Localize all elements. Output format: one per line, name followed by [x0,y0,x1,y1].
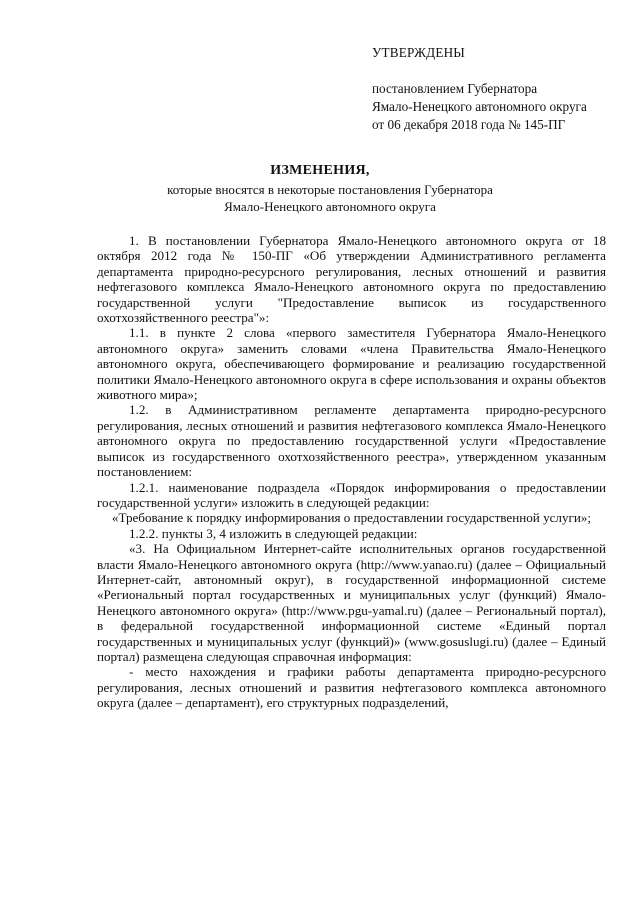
approval-stamp: УТВЕРЖДЕНЫ [372,45,466,60]
approval-line: постановлением Губернатора [372,81,538,96]
approval-line: Ямало-Ненецкого автономного округа [372,99,587,114]
document-body [97,233,606,711]
document-title: ИЗМЕНЕНИЯ, [270,163,370,178]
paragraph: - место нахождения и графики работы департамента природно-ресурсного регулирования, лесных отношений и развития нефтегазового комплекса автономного округа (далее – департамент), его структурных подразделений, [97,664,606,711]
approval-line: от 06 декабря 2018 года № 145-ПГ [372,117,566,132]
paragraph: 1. В постановлении Губернатора Ямало-Ненецкого автономного округа от 18 октября 2012 года № 150-ПГ «Об утверждении Административного регламента департамента природно-ресурсного регулирования, лесных отношений и развития нефтегазового комплекса Ямало-Ненецкого автономного округа по предоставлению государственной услуги "Предоставление выписок из государственного охотхозяйственного реестра"»: [97,233,606,326]
paragraph: 1.1. в пункте 2 слова «первого заместителя Губернатора Ямало-Ненецкого автономного округа» заменить словами «члена Правительства Ямало-Ненецкого автономного округа, обеспечивающего формирование и реализацию государственной политики Ямало-Ненецкого автономного округа в сфере использования и охраны объектов животного мира»; [97,325,606,403]
paragraph: 1.2.1. наименование подраздела «Порядок информирования о предоставлении государственной услуги» изложить в следующей редакции: [97,479,606,510]
subtitle-line: которые вносятся в некоторые постановления Губернатора [167,182,493,197]
paragraph: 1.2. в Административном регламенте департамента природно-ресурсного регулирования, лесных отношений и развития нефтегазового комплекса Ямало-Ненецкого автономного округа по предоставлению государственной услуги «Предоставление выписок из государственного охотхозяйственного реестра», утвержденном указанным постановлением: [97,402,606,480]
document-subtitle [50,181,610,215]
subtitle-line: Ямало-Ненецкого автономного округа [224,199,436,214]
paragraph-centered: «Требование к порядку информирования о предоставлении государственной услуги»; [111,510,592,526]
paragraph: 1.2.2. пункты 3, 4 изложить в следующей редакции: [129,525,418,541]
approval-block [372,44,587,134]
paragraph: «3. На Официальном Интернет-сайте исполнительных органов государственной власти Ямало-Ненецкого автономного округа (http://www.yanao.ru) (далее – Официальный Интернет-сайт, автономный округ), в государственной информационной системе «Региональный портал государственных и муниципальных услуг (функций) Ямало-Ненецкого автономного округа» (http://www.pgu-yamal.ru) (далее – Региональный портал), в федеральной государственной информационной системе «Единый портал государственных и муниципальных услуг (функций)» (www.gosuslugi.ru) (далее – Единый портал) размещена следующая справочная информация: [97,541,606,664]
